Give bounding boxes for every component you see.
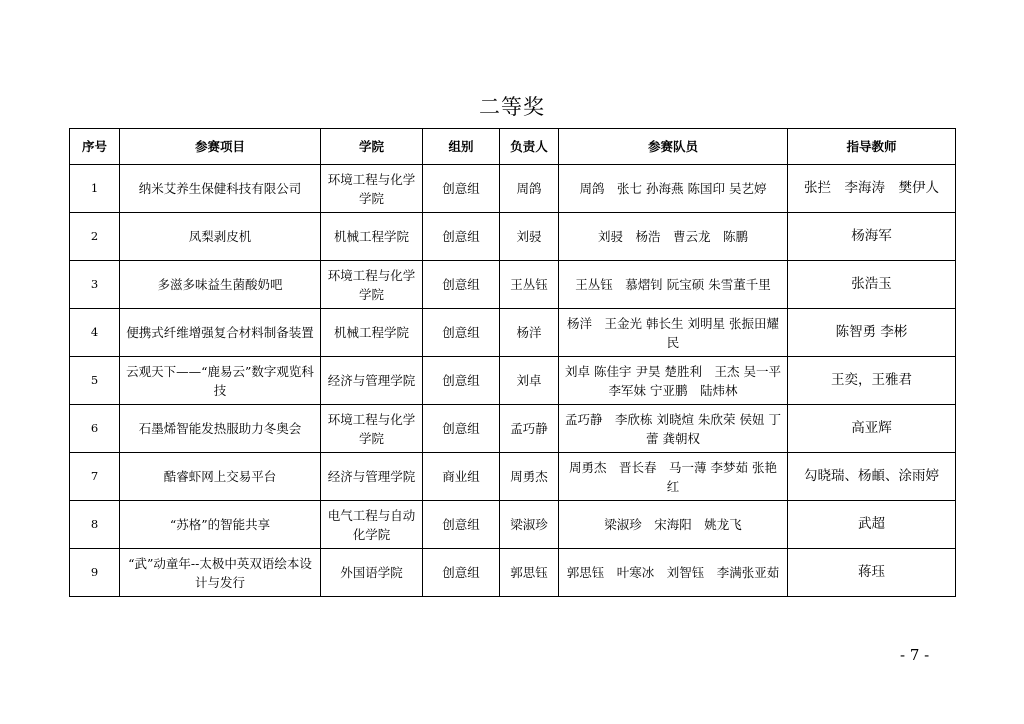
- page-number: - 7 -: [900, 646, 930, 664]
- header-row: [70, 129, 956, 165]
- header-group: 组别: [423, 129, 500, 165]
- table-body: [70, 165, 956, 597]
- cell-college: 机械工程学院: [321, 309, 423, 357]
- cell-project: 凤梨剥皮机: [120, 213, 321, 261]
- award-table: [69, 128, 956, 597]
- cell-teacher: 陈智勇 李彬: [788, 309, 956, 357]
- cell-project: “苏格”的智能共享: [120, 501, 321, 549]
- cell-college: 环境工程与化学学院: [321, 405, 423, 453]
- cell-no: 5: [70, 357, 120, 405]
- cell-no: 4: [70, 309, 120, 357]
- cell-college: 外国语学院: [321, 549, 423, 597]
- header-teacher: 指导教师: [788, 129, 956, 165]
- cell-members: 郭思钰 叶寒冰 刘智钰 李满张亚茹: [559, 549, 788, 597]
- cell-teacher: 高亚辉: [788, 405, 956, 453]
- cell-members: 周勇杰 晋长春 马一薄 李梦茹 张艳红: [559, 453, 788, 501]
- cell-group: 商业组: [423, 453, 500, 501]
- cell-members: 杨洋 王金光 韩长生 刘明星 张振田耀民: [559, 309, 788, 357]
- cell-project: 石墨烯智能发热服助力冬奥会: [120, 405, 321, 453]
- cell-no: 9: [70, 549, 120, 597]
- cell-leader: 王丛钰: [500, 261, 559, 309]
- cell-leader: 刘骎: [500, 213, 559, 261]
- cell-leader: 周鸽: [500, 165, 559, 213]
- cell-no: 6: [70, 405, 120, 453]
- cell-leader: 周勇杰: [500, 453, 559, 501]
- cell-college: 环境工程与化学学院: [321, 165, 423, 213]
- cell-group: 创意组: [423, 165, 500, 213]
- table-row: [70, 261, 956, 309]
- cell-no: 3: [70, 261, 120, 309]
- cell-group: 创意组: [423, 213, 500, 261]
- header-members: 参赛队员: [559, 129, 788, 165]
- cell-no: 8: [70, 501, 120, 549]
- header-project: 参赛项目: [120, 129, 321, 165]
- cell-college: 机械工程学院: [321, 213, 423, 261]
- cell-leader: 杨洋: [500, 309, 559, 357]
- cell-leader: 孟巧静: [500, 405, 559, 453]
- page-title: 二等奖: [479, 95, 545, 119]
- cell-group: 创意组: [423, 501, 500, 549]
- cell-project: 便携式纤维增强复合材料制备装置: [120, 309, 321, 357]
- cell-college: 经济与管理学院: [321, 453, 423, 501]
- cell-leader: 刘卓: [500, 357, 559, 405]
- cell-project: “武”动童年--太极中英双语绘本设计与发行: [120, 549, 321, 597]
- cell-leader: 梁淑珍: [500, 501, 559, 549]
- cell-teacher: 勾晓瑞、杨頔、涂雨婷: [788, 453, 956, 501]
- cell-project: 纳米艾养生保健科技有限公司: [120, 165, 321, 213]
- table-row: [70, 405, 956, 453]
- cell-members: 王丛钰 慕熠钊 阮宝硕 朱雪董千里: [559, 261, 788, 309]
- cell-project: 云观天下——“鹿易云”数字观览科技: [120, 357, 321, 405]
- table-row: [70, 165, 956, 213]
- table-row: [70, 501, 956, 549]
- table-row: [70, 213, 956, 261]
- cell-no: 7: [70, 453, 120, 501]
- cell-teacher: 武超: [788, 501, 956, 549]
- cell-project: 多滋多味益生菌酸奶吧: [120, 261, 321, 309]
- cell-members: 刘骎 杨浩 曹云龙 陈鹏: [559, 213, 788, 261]
- header-college: 学院: [321, 129, 423, 165]
- cell-teacher: 王奕，王雅君: [788, 357, 956, 405]
- cell-members: 梁淑珍 宋海阳 姚龙飞: [559, 501, 788, 549]
- cell-project: 酷睿虾网上交易平台: [120, 453, 321, 501]
- header-leader: 负责人: [500, 129, 559, 165]
- cell-members: 孟巧静 李欣栋 刘晓煊 朱欣荣 侯妞 丁蕾 龚朝权: [559, 405, 788, 453]
- cell-college: 环境工程与化学学院: [321, 261, 423, 309]
- cell-college: 电气工程与自动化学院: [321, 501, 423, 549]
- table-row: [70, 357, 956, 405]
- cell-college: 经济与管理学院: [321, 357, 423, 405]
- table-row: [70, 309, 956, 357]
- cell-group: 创意组: [423, 309, 500, 357]
- table-row: [70, 549, 956, 597]
- table-row: [70, 453, 956, 501]
- cell-no: 2: [70, 213, 120, 261]
- cell-teacher: 蒋珏: [788, 549, 956, 597]
- table-header: [70, 129, 956, 165]
- cell-members: 刘卓 陈佳宇 尹昊 楚胜利 王杰 吴一平 李军妹 宁亚鹏 陆炜林: [559, 357, 788, 405]
- cell-teacher: 张拦 李海涛 樊伊人: [788, 165, 956, 213]
- header-no: 序号: [70, 129, 120, 165]
- cell-members: 周鸽 张七 孙海燕 陈国印 吴艺婷: [559, 165, 788, 213]
- cell-leader: 郭思钰: [500, 549, 559, 597]
- cell-group: 创意组: [423, 405, 500, 453]
- cell-teacher: 杨海军: [788, 213, 956, 261]
- cell-group: 创意组: [423, 261, 500, 309]
- cell-group: 创意组: [423, 357, 500, 405]
- cell-teacher: 张浩玉: [788, 261, 956, 309]
- cell-no: 1: [70, 165, 120, 213]
- cell-group: 创意组: [423, 549, 500, 597]
